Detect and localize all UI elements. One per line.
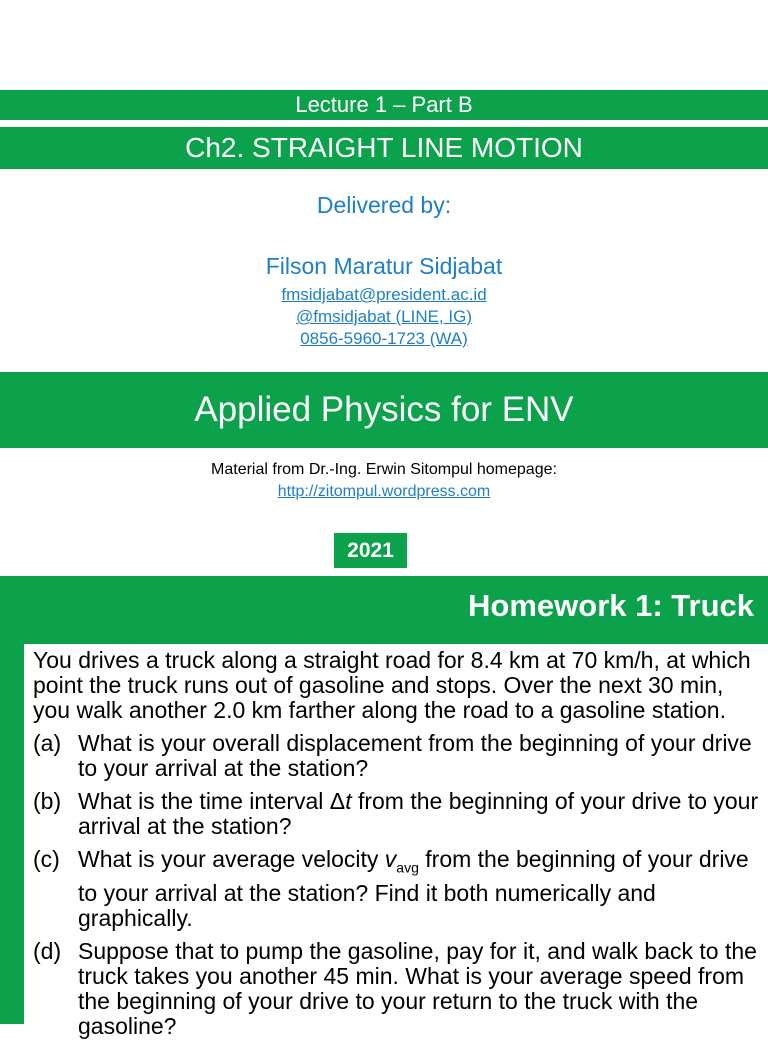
email-link[interactable]: fmsidjabat@president.ac.id (281, 285, 487, 304)
variable-subscript: avg (396, 859, 419, 876)
lecture-banner: Lecture 1 – Part B (0, 90, 768, 120)
phone-link[interactable]: 0856-5960-1723 (WA) (300, 329, 468, 348)
homework-slide (0, 576, 768, 1039)
author-name: Filson Maratur Sidjabat (265, 253, 503, 279)
material-link[interactable]: http://zitompul.wordpress.com (277, 483, 491, 500)
question-text (78, 847, 759, 931)
question-label: (c) (33, 846, 60, 872)
variable-t: t (345, 788, 352, 814)
question-a (33, 731, 759, 781)
variable-v: v (384, 846, 397, 872)
question-label: (a) (33, 730, 62, 756)
homework-intro: You drives a truck along a straight road for 8.4 km at 70 km/h, at which point the truck runs out of gasoline and stops. Over the next 30 min, you walk another 2.0 km farther along the road to a gasoline station. (33, 647, 751, 723)
question-text-part: from the beginning of your drive to your arrival at the station? Find it both numerically and graphically. (78, 846, 749, 931)
homework-title: Homework 1: Truck (468, 588, 754, 623)
year-badge: 2021 (334, 533, 407, 568)
social-link[interactable]: @fmsidjabat (LINE, IG) (296, 307, 472, 326)
homework-text (33, 648, 759, 1039)
course-title-banner: Applied Physics for ENV (0, 372, 768, 448)
question-text-part: What is your average velocity (78, 846, 385, 872)
delivered-by-label: Delivered by: (316, 192, 452, 218)
question-text (78, 789, 759, 839)
chapter-banner: Ch2. STRAIGHT LINE MOTION (0, 127, 768, 169)
question-b (33, 789, 759, 839)
question-label: (b) (33, 788, 62, 814)
homework-content-box (24, 644, 768, 1044)
material-text: Material from Dr.-Ing. Erwin Sitompul homepage: (211, 461, 557, 478)
question-text-part: What is the time interval Δ (78, 788, 346, 814)
question-label: (d) (33, 937, 62, 964)
material-credit (0, 459, 768, 503)
contact-list (0, 284, 768, 350)
question-c (33, 847, 759, 931)
question-text: What is your overall displacement from the beginning of your drive to your arrival at the station? (78, 730, 752, 781)
question-text-part: from the beginning of your drive to your arrival at the station? (78, 788, 759, 839)
question-text: Suppose that to pump the gasoline, pay for it, and walk back to the truck takes you another 45 min. What is your average speed from the beginning of your drive to your return to the truck with the gasoline? (78, 937, 757, 1039)
